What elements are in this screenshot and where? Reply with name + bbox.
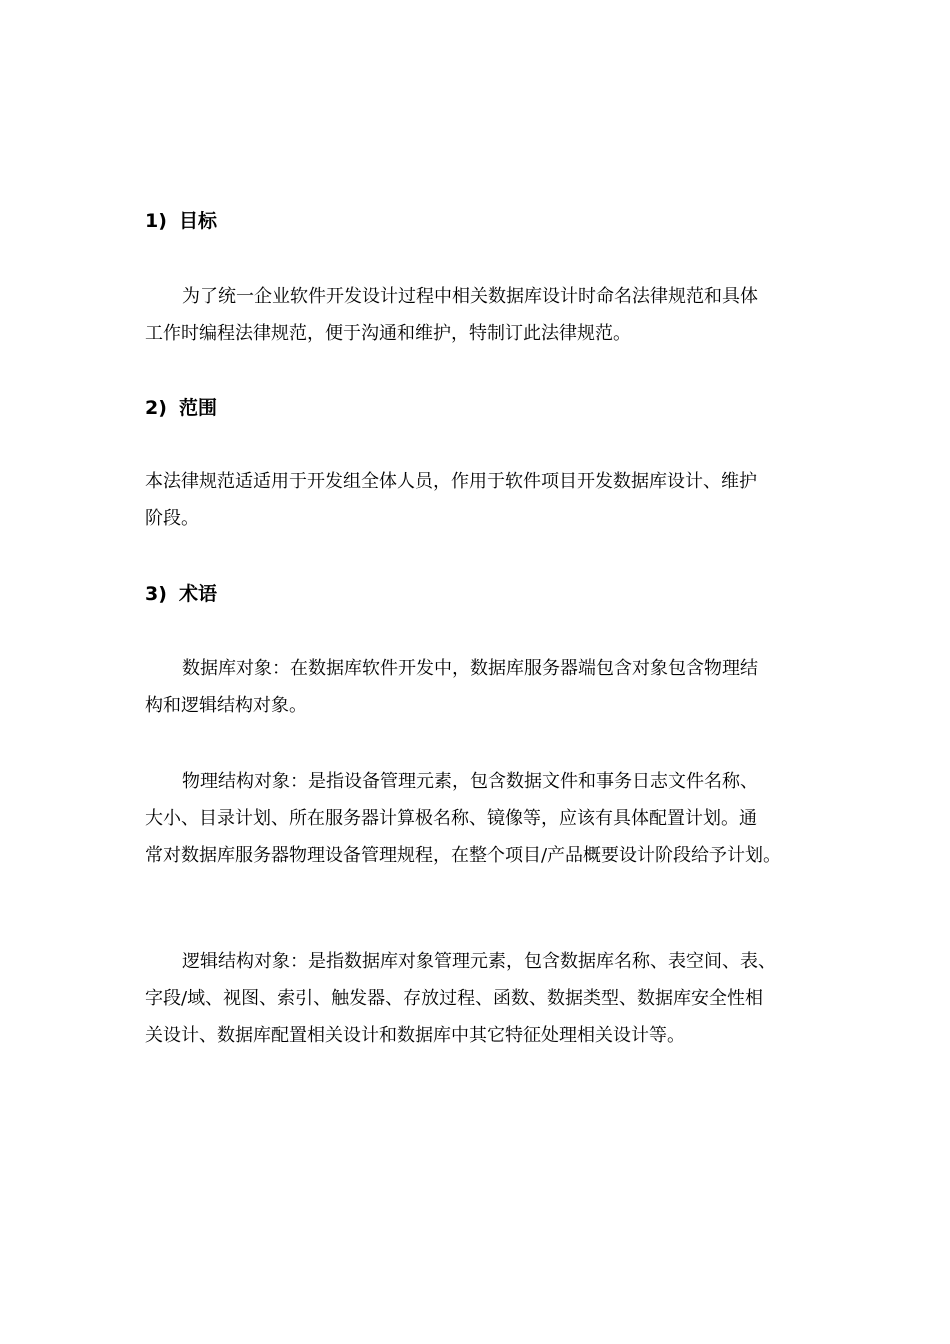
paragraph-goal (145, 278, 815, 352)
paragraph-line: 数据库对象：在数据库软件开发中，数据库服务器端包含对象包含物理结 (182, 658, 758, 679)
paragraph-scope (145, 463, 815, 537)
paragraph-line: 关设计、数据库配置相关设计和数据库中其它特征处理相关设计等。 (145, 1025, 685, 1046)
section-title: 目标 (179, 210, 218, 232)
section-heading-scope (145, 395, 845, 421)
paragraph-database-object (145, 650, 815, 724)
paragraph-line: 构和逻辑结构对象。 (145, 695, 307, 716)
paragraph-physical-object (145, 763, 815, 874)
section-number: 1) (145, 210, 167, 232)
section-number: 3) (145, 583, 167, 605)
section-heading-terms (145, 581, 845, 607)
section-title: 范围 (179, 397, 218, 419)
section-heading-goal (145, 208, 845, 234)
paragraph-line: 本法律规范适适用于开发组全体人员，作用于软件项目开发数据库设计、维护 (145, 471, 757, 492)
section-number: 2) (145, 397, 167, 419)
section-title: 术语 (179, 583, 218, 605)
paragraph-logical-object (145, 943, 815, 1054)
paragraph-line: 为了统一企业软件开发设计过程中相关数据库设计时命名法律规范和具体 (182, 286, 758, 307)
paragraph-line: 物理结构对象：是指设备管理元素，包含数据文件和事务日志文件名称、 (182, 771, 758, 792)
paragraph-line: 字段/域、视图、索引、触发器、存放过程、函数、数据类型、数据库安全性相 (145, 988, 764, 1009)
paragraph-line: 工作时编程法律规范，便于沟通和维护，特制订此法律规范。 (145, 323, 631, 344)
paragraph-line: 阶段。 (145, 508, 199, 529)
paragraph-line: 大小、目录计划、所在服务器计算极名称、镜像等，应该有具体配置计划。通 (145, 808, 757, 829)
paragraph-line: 逻辑结构对象：是指数据库对象管理元素，包含数据库名称、表空间、表、 (182, 951, 776, 972)
paragraph-line: 常对数据库服务器物理设备管理规程，在整个项目/产品概要设计阶段给予计划。 (145, 845, 782, 866)
